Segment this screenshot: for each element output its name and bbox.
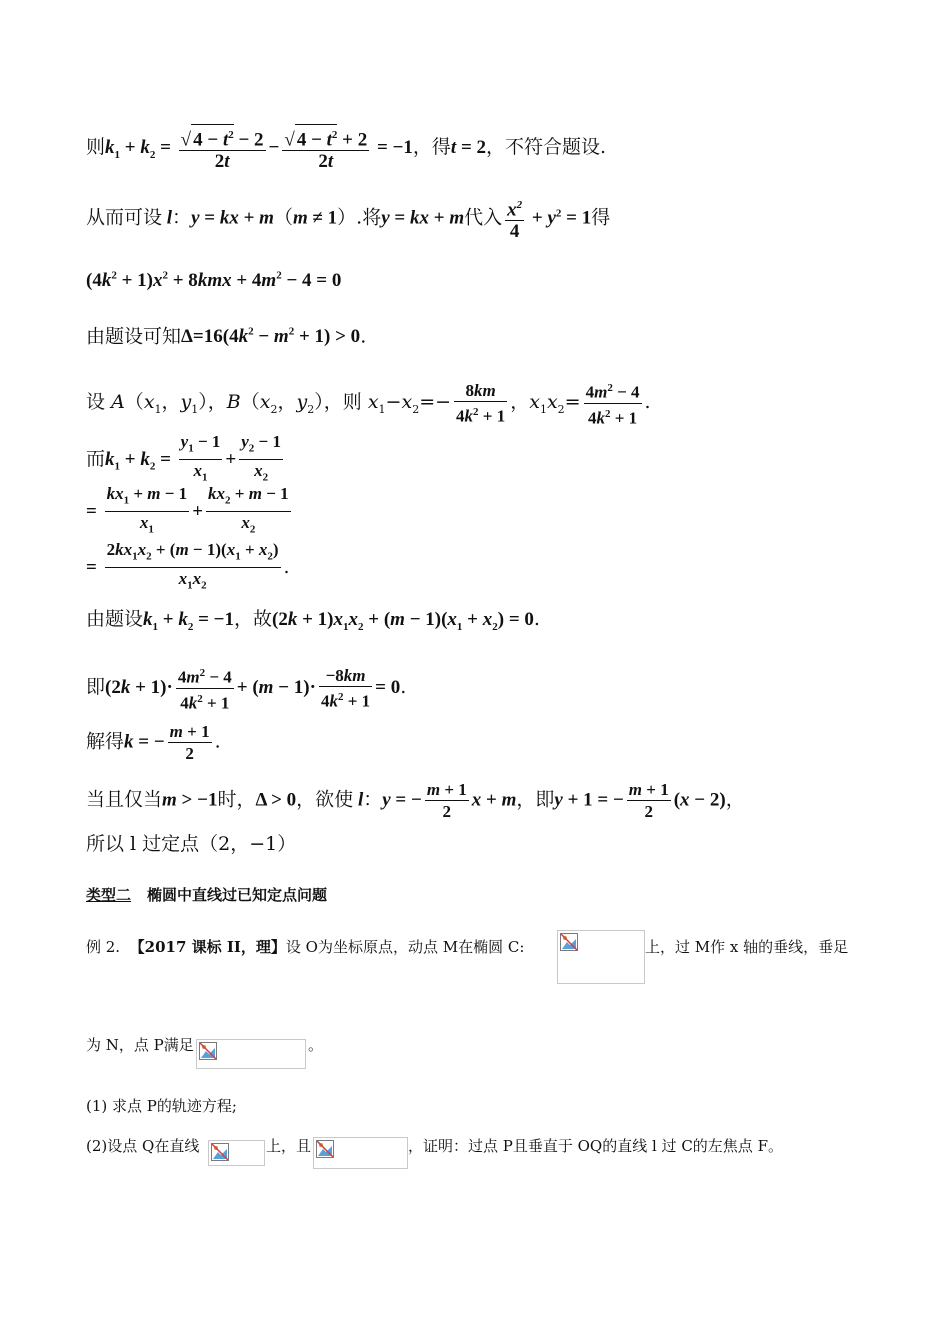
text: （ — [273, 206, 293, 229]
example-text-1: 设 O为坐标原点，动点 M在椭圆 C: — [285, 938, 525, 956]
text: ，得 — [412, 136, 451, 159]
section-title: 椭圆中直线过已知定点问题 — [147, 886, 328, 904]
formula-line-12: 当且仅当m > −1时，Δ > 0，欲使 l：y = − $\frac{m + 1}{2}$ x + m，即y + 1 = − $\frac{m + 1}{2}$ (x − 2)， — [86, 780, 745, 821]
example-text-2: 上，过 M作 x 轴的垂线，垂足 — [645, 938, 849, 956]
formula-line-7: = $\frac{kx_1 + m - 1}{x_1}$ + $\frac{kx_2 + m - 1}{x_2}$ — [86, 484, 289, 536]
example-line-1 — [86, 936, 524, 957]
text: ，不符合题设. — [486, 136, 607, 159]
image-placeholder-ellipse — [557, 930, 645, 984]
text: 得 — [591, 206, 611, 229]
formula-line-9: 由题设$k_1 + k_2 = -1$，故$(2k + 1)x_1x_2 + (m - 1)(x_1 + x_2) = 0$. — [86, 608, 540, 633]
text: ）.将 — [337, 206, 382, 229]
text: 由题设 — [86, 608, 144, 630]
formula-line-6: 而$k_1 + k_2$ = $\frac{y_1 - 1}{x_1}$ + $\frac{y_2 - 1}{x_2}$ — [86, 432, 281, 484]
image-placeholder-dot-product — [313, 1137, 408, 1169]
broken-image-icon — [199, 1042, 217, 1060]
formula-line-2: 从而可设 l：y = kx + m（m ≠ 1）.将y = kx + m代入 $\frac{x^2}{4}$ + $y^2 = 1$得 — [86, 195, 610, 242]
broken-image-icon — [560, 933, 578, 951]
question-1 — [86, 1095, 237, 1116]
example-line-2 — [86, 1034, 194, 1055]
text: 设 — [86, 391, 106, 414]
formula-line-1: 则$k_1 + k_2$ = $\frac{√ 4 - t^2 - 2}{2t}$ − $\frac{√ 4 - t^2 + 2}{2t}$ = −1，得t = 2，不符合题设. — [86, 124, 606, 172]
text: 则 — [86, 136, 106, 159]
text: ，即 — [516, 788, 555, 811]
formula-line-3: $(4k^2 + 1)x^2 + 8kmx + 4m^2 - 4 = 0$ — [86, 270, 342, 292]
text: 时， — [217, 788, 256, 811]
image-placeholder-vector-np — [196, 1039, 306, 1069]
text: 当且仅当 — [86, 788, 163, 811]
section-type-label: 类型二 — [86, 886, 132, 904]
formula-line-10: 即(2k + 1)· $\frac{4m^2 - 4}{4k^2 + 1}$ + (m − 1)· $\frac{-8km}{4k^2 + 1}$ = 0. — [86, 663, 406, 713]
formula-line-11: 解得k = − $\frac{m + 1}{2}$ . — [86, 722, 221, 763]
question-2-end — [408, 1135, 783, 1156]
question-2-text-b: 上，且 — [266, 1137, 312, 1155]
question-2 — [86, 1135, 199, 1156]
example-line-1-end — [645, 936, 848, 957]
text: 即 — [86, 676, 106, 699]
text: ，故 — [234, 608, 273, 630]
text: ，则 — [323, 391, 362, 414]
broken-image-icon — [316, 1140, 334, 1158]
image-placeholder-line-eq — [208, 1140, 265, 1166]
example-text-3: 为 N，点 P满足 — [86, 1036, 194, 1054]
text: 代入 — [464, 206, 503, 229]
example-source: 【2017 课标 II，理】 — [129, 938, 286, 956]
text: 而 — [86, 447, 106, 470]
formula-line-4: 由题设可知$\Delta=16(4k^2 - m^2 + 1) > 0$. — [86, 325, 367, 348]
example-text-3-end: 。 — [308, 1036, 324, 1054]
question-1-text: (1) 求点 P的轨迹方程; — [86, 1097, 237, 1115]
broken-image-icon — [211, 1143, 229, 1161]
formula-line-8: = $\frac{2kx_1x_2 + (m - 1)(x_1 + x_2)}{x_1x_2}$ . — [86, 540, 290, 592]
example-label: 例 2. — [86, 938, 121, 956]
example-line-2-end — [308, 1034, 323, 1055]
formula-line-5: 设 $A(x_1$，$y_1$），$B(x_2$，$y_2$），则 $x_1-x_2=-$ $\frac{8km}{4k^2 + 1}$ ，$x_1x_2=$ $\frac{4m^2 - 4}{4k^2 + 1}$ . — [86, 378, 651, 428]
text: ，欲使 — [296, 788, 354, 811]
text: 解得 — [86, 730, 125, 753]
text: 由题设可知 — [86, 325, 182, 348]
question-2-text-c: ，证明：过点 P且垂直于 OQ的直线 l 过 C的左焦点 F。 — [408, 1137, 783, 1155]
section-heading — [86, 884, 327, 905]
formula-line-13: 所以 l 过定点（2，−1） — [86, 833, 297, 855]
text: 从而可设 — [86, 206, 163, 229]
question-2-mid — [266, 1135, 311, 1156]
question-2-text-a: (2)设点 Q在直线 — [86, 1137, 200, 1155]
